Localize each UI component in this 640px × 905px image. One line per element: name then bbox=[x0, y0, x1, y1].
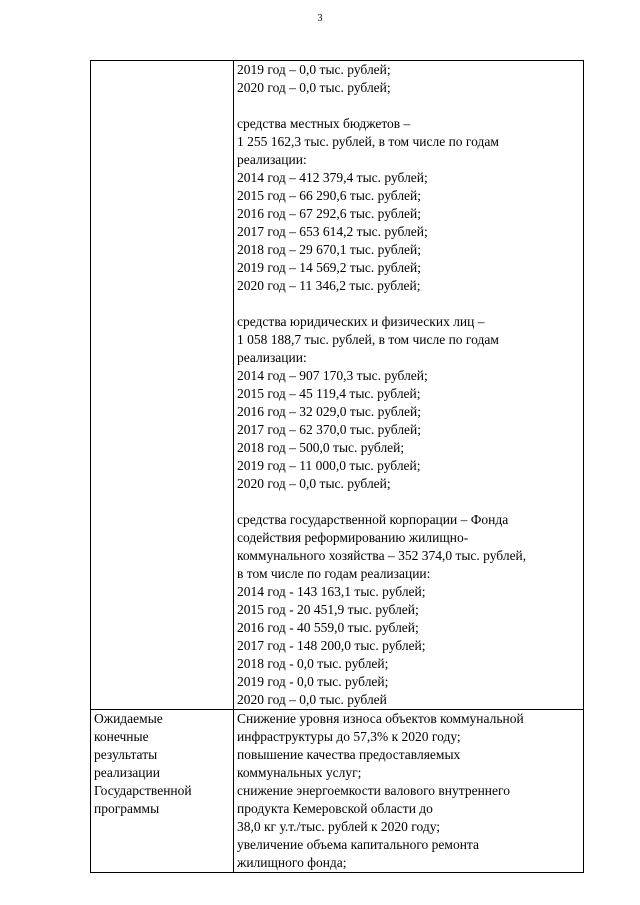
text-line: увеличение объема капитального ремонта bbox=[237, 837, 479, 852]
block-fund bbox=[237, 511, 580, 709]
text-line: 1 255 162,3 тыс. рублей, в том числе по годам bbox=[237, 134, 499, 149]
text-line: повышение качества предоставляемых bbox=[237, 747, 461, 762]
text-line: 2016 год - 40 559,0 тыс. рублей; bbox=[237, 620, 419, 635]
text-line: 2018 год – 500,0 тыс. рублей; bbox=[237, 440, 405, 455]
text-line: реализации bbox=[94, 765, 160, 780]
text-line: 1 058 188,7 тыс. рублей, в том числе по годам bbox=[237, 332, 499, 347]
empty-label-cell bbox=[91, 61, 234, 710]
text-line: средства местных бюджетов – bbox=[237, 116, 411, 131]
results-cell bbox=[234, 710, 584, 873]
text-line: 2014 год - 143 163,1 тыс. рублей; bbox=[237, 584, 426, 599]
text-line: реализации: bbox=[237, 350, 307, 365]
text-line: 2016 год – 32 029,0 тыс. рублей; bbox=[237, 404, 422, 419]
text-line: снижение энергоемкости валового внутреннего bbox=[237, 783, 510, 798]
text-line: 2020 год – 0,0 тыс. рублей bbox=[237, 692, 387, 707]
text-line: программы bbox=[94, 801, 160, 816]
results-label-cell bbox=[91, 710, 234, 873]
table-row bbox=[91, 710, 584, 873]
table-row bbox=[91, 61, 584, 710]
text-line: 2019 год - 0,0 тыс. рублей; bbox=[237, 674, 389, 689]
text-line: коммунальных услуг; bbox=[237, 765, 362, 780]
text-line: Государственной bbox=[94, 783, 192, 798]
text-line: 2020 год – 11 346,2 тыс. рублей; bbox=[237, 278, 421, 293]
text-line: продукта Кемеровской области до bbox=[237, 801, 433, 816]
text-line: 2015 год – 45 119,4 тыс. рублей; bbox=[237, 386, 421, 401]
text-line: 2018 год – 29 670,1 тыс. рублей; bbox=[237, 242, 422, 257]
text-line: 38,0 кг у.т./тыс. рублей к 2020 году; bbox=[237, 819, 441, 834]
text-line: в том числе по годам реализации: bbox=[237, 566, 431, 581]
text-line: 2017 год – 653 614,2 тыс. рублей; bbox=[237, 224, 428, 239]
text-line: 2015 год - 20 451,9 тыс. рублей; bbox=[237, 602, 419, 617]
page-number: 3 bbox=[317, 13, 323, 24]
text-line: 2017 год - 148 200,0 тыс. рублей; bbox=[237, 638, 426, 653]
text-line: 2014 год – 907 170,3 тыс. рублей; bbox=[237, 368, 428, 383]
text-line: реализации: bbox=[237, 152, 307, 167]
results-label bbox=[94, 710, 230, 818]
text-line: 2019 год – 11 000,0 тыс. рублей; bbox=[237, 458, 421, 473]
text-line: средства государственной корпорации – Фонда bbox=[237, 512, 509, 527]
text-line: 2019 год – 0,0 тыс. рублей; bbox=[237, 62, 391, 77]
text-line: 2015 год – 66 290,6 тыс. рублей; bbox=[237, 188, 422, 203]
text-line: коммунального хозяйства – 352 374,0 тыс. рублей, bbox=[237, 548, 527, 563]
text-line: инфраструктуры до 57,3% к 2020 году; bbox=[237, 729, 461, 744]
text-line: 2018 год - 0,0 тыс. рублей; bbox=[237, 656, 389, 671]
financing-cell bbox=[234, 61, 584, 710]
text-line: содействия реформированию жилищно- bbox=[237, 530, 469, 545]
text-line: 2020 год – 0,0 тыс. рублей; bbox=[237, 80, 391, 95]
text-line: средства юридических и физических лиц – bbox=[237, 314, 485, 329]
results-text bbox=[237, 710, 580, 872]
text-line: результаты bbox=[94, 747, 158, 762]
passport-table bbox=[90, 60, 584, 873]
text-line: Ожидаемые bbox=[94, 711, 163, 726]
text-line: 2014 год – 412 379,4 тыс. рублей; bbox=[237, 170, 428, 185]
text-line: жилищного фонда; bbox=[237, 855, 347, 870]
block-a bbox=[237, 61, 580, 97]
text-line: 2020 год – 0,0 тыс. рублей; bbox=[237, 476, 391, 491]
text-line: 2016 год – 67 292,6 тыс. рублей; bbox=[237, 206, 422, 221]
text-line: Снижение уровня износа объектов коммунальной bbox=[237, 711, 524, 726]
block-legal-entities bbox=[237, 313, 580, 493]
text-line: 2019 год – 14 569,2 тыс. рублей; bbox=[237, 260, 422, 275]
text-line: 2017 год – 62 370,0 тыс. рублей; bbox=[237, 422, 422, 437]
block-local-budgets bbox=[237, 115, 580, 295]
text-line: конечные bbox=[94, 729, 149, 744]
